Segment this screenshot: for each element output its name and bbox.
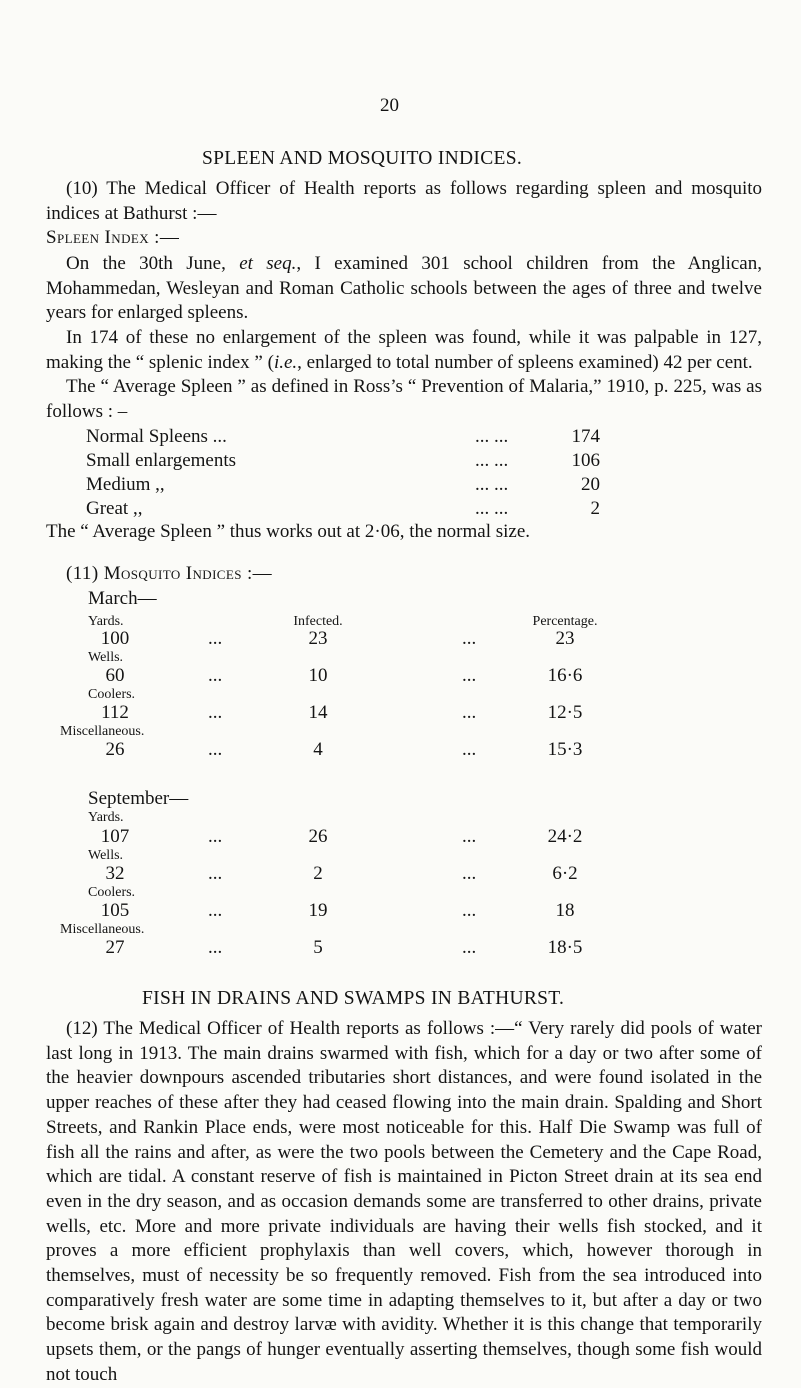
row-dots: ... <box>462 628 477 649</box>
mosquito-indices-label <box>66 563 272 585</box>
row-percentage: 6·2 <box>552 863 578 884</box>
row-dots: ... <box>208 826 223 847</box>
row-percentage: 18·5 <box>547 937 583 958</box>
section-heading-fish: FISH IN DRAINS AND SWAMPS IN BATHURST. <box>142 988 565 1009</box>
row-dots: ... <box>462 937 477 958</box>
row-dots: ... <box>462 702 477 723</box>
row-percentage: 15·3 <box>547 739 583 760</box>
row-count: 26 <box>105 739 125 760</box>
row-percentage: 24·2 <box>547 826 583 847</box>
row-count: 112 <box>101 702 129 723</box>
row-dots: ... <box>462 826 477 847</box>
paragraph-splenic-index <box>46 326 762 375</box>
row-dots: ... <box>462 665 477 686</box>
row-infected: 19 <box>308 900 328 921</box>
row-infected: 23 <box>308 628 328 649</box>
row-infected: 26 <box>308 826 328 847</box>
row-dots: ... <box>208 739 223 760</box>
row-dots: ... <box>462 900 477 921</box>
paragraph-spleen-exam <box>46 252 762 326</box>
row-category: Coolers. <box>88 885 136 900</box>
spleen-index-label: Spleen Index :— <box>46 227 180 248</box>
page-number: 20 <box>380 95 399 116</box>
row-category: Miscellaneous. <box>60 922 145 937</box>
para-b-pre: In 174 of these no enlargement of the spleen was found, while it was palpable in 127, making the “ splenic index ” ( <box>46 327 762 373</box>
spleen-row-label: Small enlargements <box>86 450 237 471</box>
september-label: September— <box>88 788 189 809</box>
row-count: 100 <box>100 628 130 649</box>
para-a-italic: et seq. <box>239 253 297 274</box>
row-category: Yards. <box>88 810 124 825</box>
row-count: 27 <box>105 937 125 958</box>
paragraph-12: (12) The Medical Officer of Health reports as follows :—“ Very rarely did pools of water last long in 1913. The main drains swarmed with fish, which for a day or two after some of the heavier downpours ascended tributaries short distances, and were found isolated in the upper reaches of these after they had ceased flowing into the main drain. Spalding and Short Streets, and Rankin Place ends, were most noticeable for this. Half Die Swamp was full of fish all the rains and after, as were the two pools between the Cemetery and the Cape Road, which are tidal. A constant reserve of fish is maintained in Picton Street drain at its sea end even in the dry season, and as occasion demands some are transferred to other drains, private wells, etc. More and more private individuals are having their wells fish stocked, and it proves a more efficient prophylaxis than well covers, which, however thorough in themselves, must of necessity be so frequently removed. Fish from the sea introduced into comparatively fresh water are some time in adapting themselves to it, but after a day or two become brisk again and destroy larvæ with avidity. Whether it is this change that temporarily upsets them, or the pangs of hunger eventually asserting themselves, though some fish would not touch <box>46 1018 762 1385</box>
row-category: Coolers. <box>88 687 136 702</box>
col-header-infected: Infected. <box>293 614 343 629</box>
row-infected: 10 <box>308 665 328 686</box>
row-count: 105 <box>100 900 130 921</box>
spleen-row-value: 106 <box>571 450 600 471</box>
para-a-pre: On the 30th June, <box>66 253 240 274</box>
row-count: 32 <box>105 863 125 884</box>
spleen-row-value: 174 <box>571 426 600 447</box>
row-category: Wells. <box>88 650 124 665</box>
row-infected: 14 <box>308 702 328 723</box>
para-a-post: , I examined 301 school children from the Anglican, Mohammedan, Wesleyan and Roman Catholic schools between the ages of three and twelve years for enlarged spleens. <box>46 253 762 324</box>
row-percentage: 18 <box>555 900 575 921</box>
para-b-italic: i.e. <box>273 351 298 373</box>
spleen-row-value: 2 <box>590 498 600 519</box>
row-count: 60 <box>105 665 125 686</box>
spleen-row-label: Medium ,, <box>86 474 165 495</box>
spleen-row-dots: ... ... <box>475 474 509 495</box>
mosquito-indices-text: (11) Mosquito Indices :— <box>66 563 273 584</box>
row-count: 107 <box>100 826 130 847</box>
paragraph-10: (10) The Medical Officer of Health reports as follows regarding spleen and mosquito indices at Bathurst :— <box>46 178 762 224</box>
row-dots: ... <box>208 702 223 723</box>
row-infected: 4 <box>313 739 323 760</box>
paragraph-average-spleen: The “ Average Spleen ” as defined in Ross’s “ Prevention of Malaria,” 1910, p. 225, was as follows : – <box>46 376 762 422</box>
row-category: Wells. <box>88 848 124 863</box>
row-dots: ... <box>208 628 223 649</box>
spleen-row-dots: ... ... <box>475 450 509 471</box>
para-b-post: , enlarged to total number of spleens examined) 42 per cent. <box>297 351 753 373</box>
row-dots: ... <box>208 937 223 958</box>
row-category: Yards. <box>88 614 124 629</box>
row-dots: ... <box>208 900 223 921</box>
row-percentage: 16·6 <box>547 665 583 686</box>
row-infected: 2 <box>313 863 323 884</box>
section-heading-spleen-mosquito: SPLEEN AND MOSQUITO INDICES. <box>202 148 523 169</box>
spleen-row-label: Great ,, <box>86 498 143 519</box>
row-category: Miscellaneous. <box>60 724 145 739</box>
spleen-row-label: Normal Spleens ... <box>86 426 227 447</box>
row-infected: 5 <box>313 937 323 958</box>
row-percentage: 23 <box>555 628 575 649</box>
march-label: March— <box>88 588 157 609</box>
row-percentage: 12·5 <box>547 702 583 723</box>
row-dots: ... <box>462 739 477 760</box>
spleen-row-dots: ... ... <box>475 498 509 519</box>
row-dots: ... <box>462 863 477 884</box>
row-dots: ... <box>208 665 223 686</box>
spleen-row-dots: ... ... <box>475 426 509 447</box>
paragraph-average-result: The “ Average Spleen ” thus works out at 2·06, the normal size. <box>46 521 531 542</box>
col-header-percentage: Percentage. <box>532 614 598 629</box>
row-dots: ... <box>208 863 223 884</box>
spleen-row-value: 20 <box>581 474 600 495</box>
